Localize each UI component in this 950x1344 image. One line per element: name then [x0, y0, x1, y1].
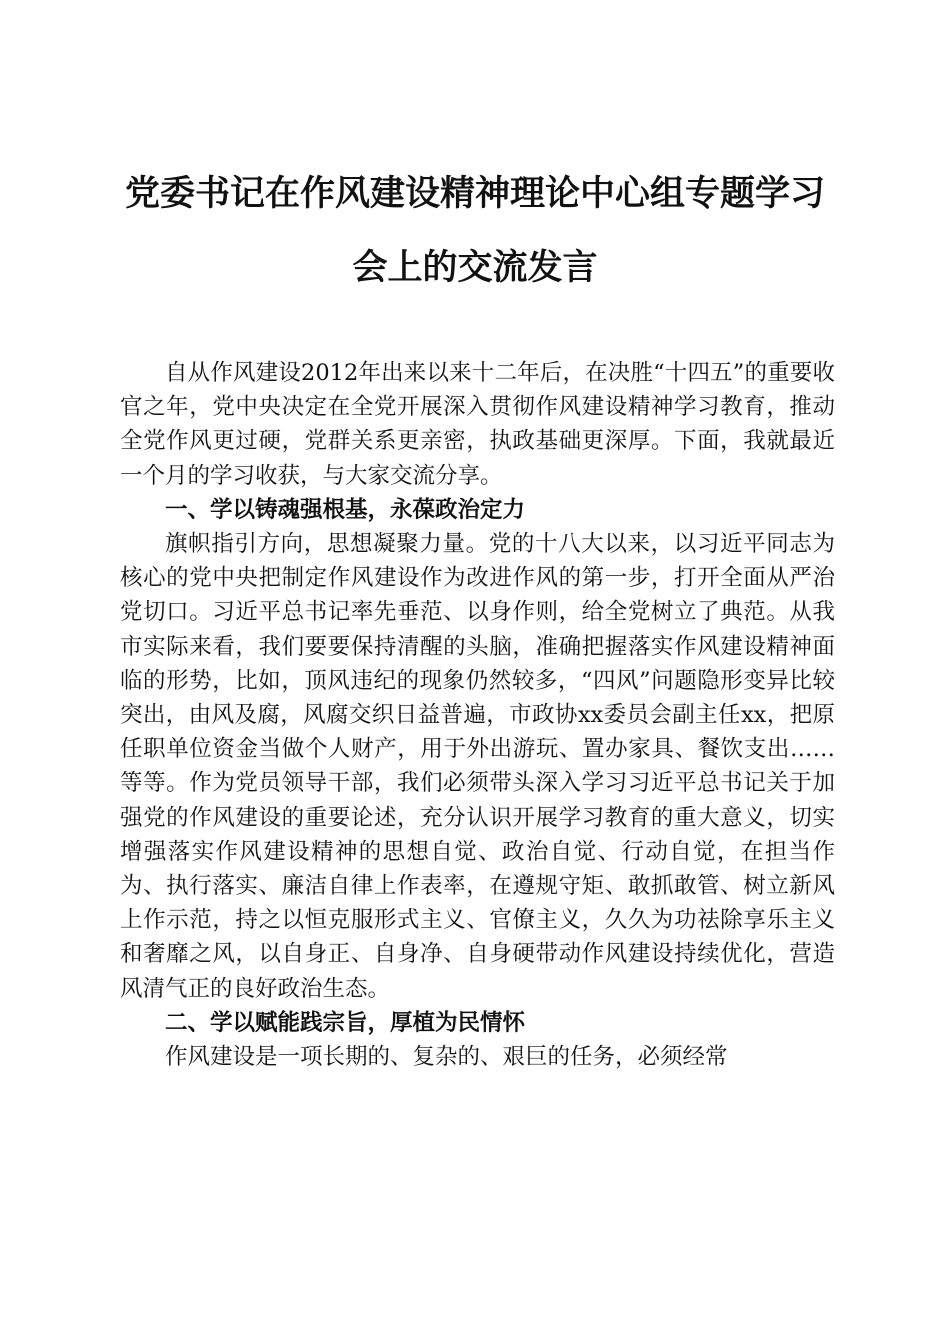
section-2-paragraph: 作风建设是一项长期的、复杂的、艰巨的任务，必须经常 [165, 1044, 728, 1071]
intro-paragraph: 自从作风建设2012年出来以来十二年后，在决胜“十四五”的重要收官之年，党中央决定在全党开展深入贯彻作风建设精神学习教育，推动全党作风更过硬，党群关系更亲密，执政基础更深厚。下面，我就最近一个月的学习收获，与大家交流分享。 [120, 360, 835, 489]
section-heading-2: 二、学以赋能践宗旨，厚植为民情怀 [165, 1009, 526, 1036]
section-1-paragraph: 旗帜指引方向，思想凝聚力量。党的十八大以来，以习近平同志为核心的党中央把制定作风建设作为改进作风的第一步，打开全面从严治党切口。习近平总书记率先垂范、以身作则，给全党树立了典范。从我市实际来看，我们要要保持清醒的头脑，准确把握落实作风建设精神面临的形势，比如，顶风违纪的现象仍然较多，“四风”问题隐形变异比较突出，由风及腐，风腐交织日益普遍，市政协xx委员会副主任xx，把原任职单位资金当做个人财产，用于外出游玩、置办家具、餐饮支出……等等。作为党员领导干部，我们必须带头深入学习习近平总书记关于加强党的作风建设的重要论述，充分认识开展学习教育的重大意义，切实增强落实作风建设精神的思想自觉、政治自觉、行动自觉，在担当作为、执行落实、廉洁自律上作表率，在遵规守矩、敢抓敢管、树立新风上作示范，持之以恒克服形式主义、官僚主义，久久为功祛除享乐主义和奢靡之风，以自身正、自身净、自身硬带动作风建设持续优化，营造风清气正的良好政治生态。 [120, 531, 835, 1002]
document-title-line-2: 会上的交流发言 [352, 247, 598, 288]
document-body [120, 356, 835, 1074]
document-title-line-1: 党委书记在作风建设精神理论中心组专题学习 [124, 173, 825, 214]
section-heading-1: 一、学以铸魂强根基，永葆政治定力 [165, 496, 526, 523]
